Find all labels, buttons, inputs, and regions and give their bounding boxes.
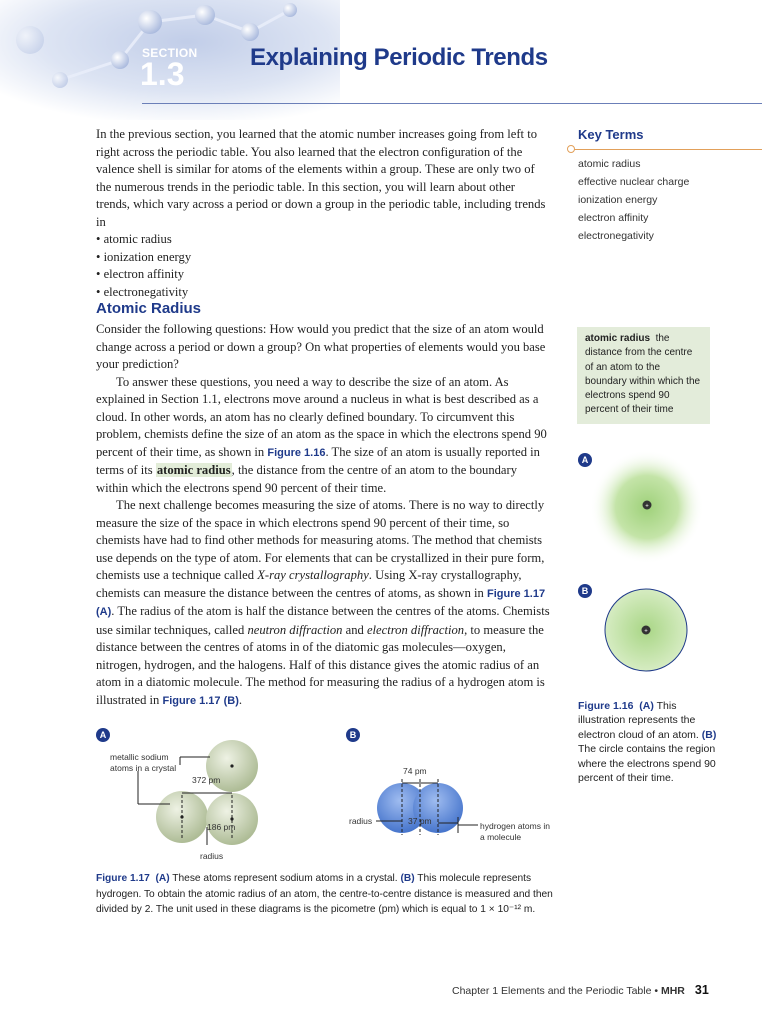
label-hydrogen-atoms: hydrogen atoms in a molecule	[480, 821, 550, 842]
svg-text:+: +	[644, 628, 648, 635]
key-term-item: electronegativity	[578, 230, 654, 242]
atomic-radius-body	[96, 321, 552, 710]
atomic-radius-heading: Atomic Radius	[96, 300, 202, 317]
atomic-radius-keyword: atomic radius	[156, 463, 231, 477]
list-item: • electronegativity	[96, 284, 552, 302]
intro-bullet-list	[96, 231, 552, 301]
key-term-item: electron affinity	[578, 212, 649, 224]
key-term-item: ionization energy	[578, 194, 658, 206]
footer-publisher: MHR	[660, 985, 685, 997]
key-terms-title: Key Terms	[578, 127, 644, 142]
paragraph-2: To answer these questions, you need a way to describe the size of an atom. As explained in Section 1.1, electrons move around a nucleus in what is best described as a cloud. In other words, an atom has no clearly defined boundary. To circumvent this problem, chemists define the size of an atom as the space in which the electrons spend 90 percent of their time, as shown in Figure 1.16. The size of an atom is usually reported in terms of its atomic radius, the distance from the centre of an atom to the boundary within which the electrons spend 90 percent of their time.	[96, 374, 547, 495]
paragraph-1: Consider the following questions: How would you predict that the size of an atom would change across a period or down a group? On what properties of elements would you base your prediction?	[96, 322, 546, 371]
key-terms-bullet-icon	[567, 145, 575, 153]
label-radius-b: radius	[349, 816, 373, 826]
title-divider	[142, 103, 762, 104]
label-186-pm: 186 pm	[207, 822, 236, 832]
list-item: • ionization energy	[96, 249, 552, 267]
label-37-pm: 37 pm	[408, 816, 432, 826]
label-sodium-atoms: metallic sodium atoms in a crystal	[110, 752, 177, 773]
figure-1-17-badge-a: A	[96, 728, 110, 742]
figure-1-17-caption: Figure 1.17 (A) These atoms represent sodium atoms in a crystal. (B) This molecule represents hydrogen. To obtain the atomic radius of an atom, the centre-to-centre distance is measured and then divided by 2. The unit used in these diagrams is the picometre (pm) which is equal to 1 × 10⁻¹² m.	[96, 873, 553, 915]
key-terms-divider	[572, 149, 762, 150]
intro-paragraph: In the previous section, you learned that the atomic number increases going from left to right across the periodic table. You also learned that the electron configuration of the valence shell is similar for atoms of the elements within a group. These are only two of the numerous trends in the periodic table. In this section, you will learn about other trends, which vary across a period or down a group in the periodic table, including trends in	[96, 127, 546, 229]
figure-1-17b-link[interactable]: Figure 1.17 (B)	[162, 694, 239, 707]
figure-1-17a-link[interactable]: Figure 1.17 (A)	[96, 587, 546, 618]
page-title: Explaining Periodic Trends	[250, 44, 548, 71]
electron-cloud-diagram	[590, 450, 705, 565]
label-radius-a: radius	[200, 851, 224, 861]
key-term-item: atomic radius	[578, 158, 641, 170]
key-terms-list	[578, 155, 689, 245]
figure-1-16-link[interactable]: Figure 1.16	[267, 446, 326, 459]
list-item: • electron affinity	[96, 266, 552, 284]
intro-block	[96, 126, 552, 301]
svg-text:+: +	[645, 503, 649, 510]
page-footer: Chapter 1 Elements and the Periodic Table • MHR 31	[452, 983, 709, 997]
electron-boundary-diagram	[596, 580, 696, 680]
label-74-pm: 74 pm	[403, 766, 427, 776]
figure-1-16-badge-a: A	[578, 453, 592, 467]
section-number: 1.3	[140, 56, 185, 92]
label-372-pm: 372 pm	[192, 775, 221, 785]
figure-1-16-badge-b: B	[578, 584, 592, 598]
definition-text: the distance from the centre of an atom to the boundary within which the electrons spend 90 percent of their time	[585, 333, 701, 416]
list-item: • atomic radius	[96, 231, 552, 249]
key-term-item: effective nuclear charge	[578, 176, 690, 188]
figure-1-16-caption: Figure 1.16 (A) This illustration represents the electron cloud of an atom. (B) The circle contains the region where the electrons spend 90 percent of their time.	[578, 700, 717, 785]
page-number: 31	[694, 983, 709, 997]
figure-1-17-badge-b: B	[346, 728, 360, 742]
section-label: SECTION	[142, 46, 198, 60]
definition-box	[577, 327, 710, 424]
footer-chapter: Chapter 1 Elements and the Periodic Table	[452, 985, 652, 997]
definition-term: atomic radius	[585, 333, 651, 344]
paragraph-3: The next challenge becomes measuring the size of atoms. There is no way to directly measure the size of the space in which electrons spend 90 percent of their time, so chemists have had to find other methods for measuring atoms. The method that chemists use depends on the type of atom. For elements that can be crystallized in their pure form, chemists use a technique called X-ray crystallography. Using X-ray crystallography, chemists can measure the distance between the centres of atoms, as shown in Figure 1.17 (A). The radius of the atom is half the distance between the centres of the atoms. Chemists use similar techniques, called neutron diffraction and electron diffraction, to measure the distance between the centres of atoms in of the diatomic gas molecules—oxygen, nitrogen, hydrogen, and the halogens. Half of this distance gives the atomic radius of an atom in a diatomic molecule. The method for measuring the radius of a hydrogen atom is illustrated in Figure 1.17 (B).	[96, 498, 550, 707]
